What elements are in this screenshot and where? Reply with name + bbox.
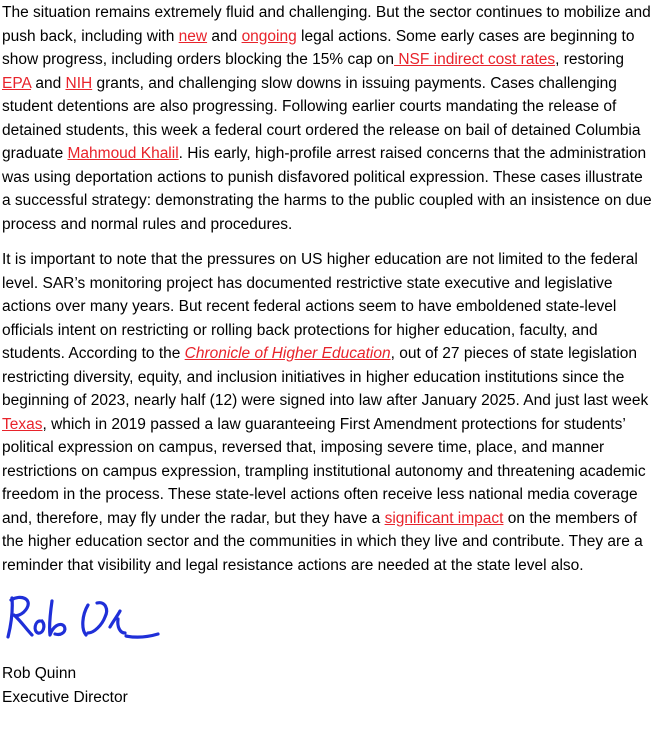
text-segment: It is important to note that the pressures on US higher education are not limited to the federal level. SAR’s monitoring project has documented restrictive state executive and legislative actions over many years. But recent federal actions seem to have emboldened state-level officials intent on restricting or rolling back protections for higher education, faculty, and students. According to the (2, 251, 638, 362)
signatory-title: Executive Director (2, 688, 128, 706)
link-nsf-indirect-cost-rates[interactable]: NSF indirect cost rates (394, 51, 556, 68)
link-mahmoud-khalil[interactable]: Mahmoud Khalil (67, 145, 179, 162)
text-segment: , out of 27 pieces of state legislation restricting diversity, equity, and inclusion initiatives in higher education institutions since the beginning of 2023, nearly half (12) were signed into law after January 2025. And just last week (2, 345, 649, 409)
link-ongoing-legal-actions[interactable]: ongoing (241, 27, 297, 45)
text-segment: . His early, high-profile arrest raised concerns that the administration was using deportation actions to punish disfavored political expression. These cases illustrate a successful strategy: demonstrating the harms to the public coupled with an insistence on due process and normal rules and procedures. (2, 145, 652, 233)
text-segment: on the members of the higher education sector and the communities in which they live and contribute. They are a reminder that visibility and legal resistance actions are needed at the state level also. (2, 509, 643, 574)
handwritten-signature (2, 593, 654, 645)
signature-graphic (2, 593, 172, 645)
link-significant-impact[interactable]: significant impact (384, 509, 504, 527)
paragraph-sector-mobilization (2, 1, 654, 236)
text-segment: , restoring (555, 51, 625, 68)
link-nih-grants[interactable]: NIH (65, 74, 93, 92)
link-texas[interactable]: Texas (2, 415, 43, 433)
text-segment: legal actions. Some early cases are beginning to show progress, including orders blocking the 15% cap on (2, 27, 635, 68)
text-segment: and (31, 74, 66, 92)
text-segment: and (207, 27, 242, 45)
link-chronicle-of-higher-education[interactable]: Chronicle of Higher Education (184, 345, 391, 362)
link-new-legal-actions[interactable]: new (178, 27, 208, 45)
signatory-name: Rob Quinn (2, 665, 77, 682)
text-segment: grants, and challenging slow downs in issuing payments. Cases challenging student detentions are also progressing. Following earlier courts mandating the release of detained students, this week a federal court ordered the release on bail of detained Columbia graduate (2, 74, 641, 162)
paragraph-state-level-pressures (2, 248, 654, 577)
link-epa-grants[interactable]: EPA (2, 74, 32, 92)
text-segment: , which in 2019 passed a law guaranteeing First Amendment protections for students’ political expression on campus, reversed that, imposing severe time, place, and manner restrictions on campus expression, trampling institutional autonomy and threatening academic freedom in the process. These state-level actions often receive less national media coverage and, therefore, may fly under the radar, but they have a (2, 415, 646, 527)
text-segment: The situation remains extremely fluid and challenging. But the sector continues to mobilize and push back, including with (2, 4, 651, 45)
